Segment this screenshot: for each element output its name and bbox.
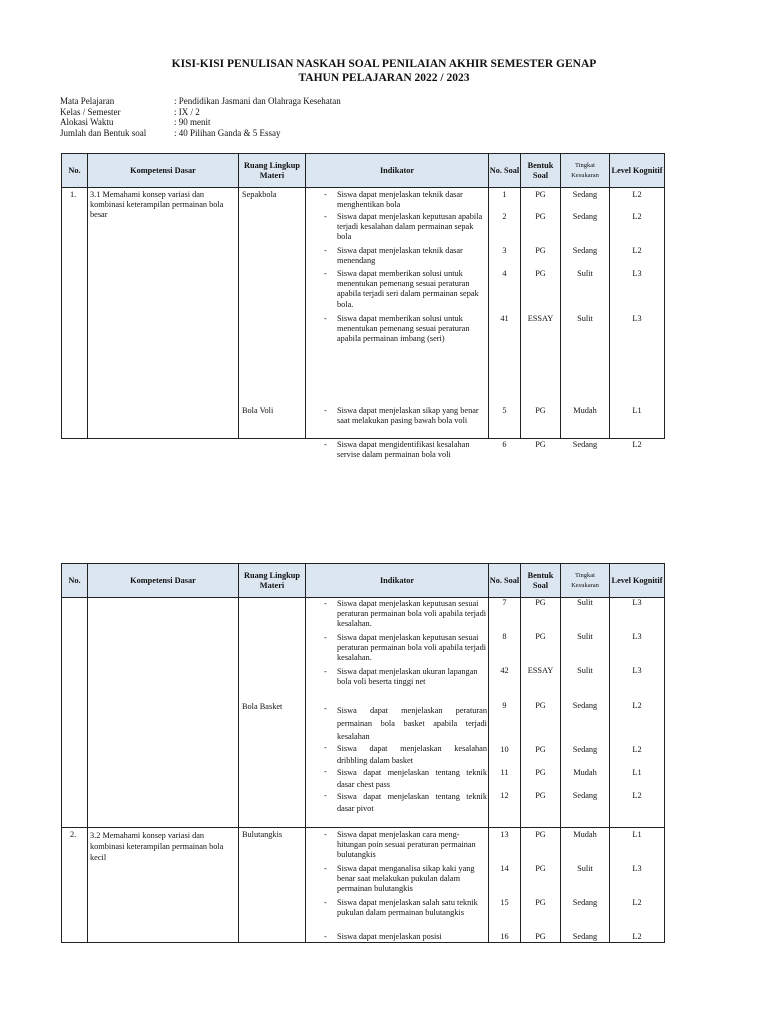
no-soal: 3 (502, 246, 507, 255)
tingkat-kesukaran: Sulit (577, 666, 593, 675)
indikator-text: Siswa dapat menjelaskan posisi (337, 932, 442, 941)
tingkat-kesukaran: Sedang (572, 190, 598, 199)
tingkat-cell (561, 828, 610, 943)
bentuk-soal: PG (535, 830, 546, 839)
meta-row (60, 107, 341, 118)
header-tingkat-kesukaran: Tingkat Kesukaran (561, 154, 610, 188)
bentuk-soal: PG (535, 745, 546, 754)
no-soal: 7 (502, 598, 507, 607)
tingkat-kesukaran: Mudah (573, 768, 597, 777)
indikator-text: Siswa dapat menjelaskan keputusan apabila terjadi kesalahan dalam permainan sepak bola (337, 212, 483, 242)
document-subtitle: TAHUN PELAJARAN 2022 / 2023 (298, 72, 470, 84)
materi-bulutangkis: Bulutangkis (242, 830, 283, 839)
materi-cell (239, 598, 306, 828)
indikator-text: Siswa dapat menjelaskan tentang teknik dasar chest pass (337, 768, 487, 789)
tingkat-kesukaran: Mudah (573, 830, 597, 839)
no-soal: 16 (500, 932, 509, 941)
kisi-table-2 (61, 563, 665, 943)
no-soal: 5 (502, 406, 507, 415)
level-kognitif: L2 (632, 791, 642, 800)
indikator-text: Siswa dapat menjelaskan keputusan sesuai peraturan permainan bola voli apabila terjadi kesalahan. (337, 633, 487, 663)
tingkat-cell (561, 188, 610, 449)
no-soal: 10 (500, 745, 509, 754)
bentuk-soal: PG (535, 932, 546, 941)
document-title: KISI-KISI PENULISAN NASKAH SOAL PENILAIAN AKHIR SEMESTER GENAP (171, 58, 597, 70)
kd-cell (88, 598, 239, 828)
table-row (62, 828, 665, 943)
indikator-text: Siswa dapat memberikan solusi untuk menentukan pemenang sesuai peraturan apabila permainan imbang (seri) (337, 314, 470, 344)
table-row (62, 188, 665, 439)
level-kognitif: L2 (632, 701, 642, 710)
level-kognitif: L2 (632, 440, 642, 449)
no-soal: 15 (500, 898, 509, 907)
indikator-text: Siswa dapat menjelaskan kesalahan dribbling dalam basket (337, 744, 487, 765)
header-tingkat-kesukaran: Tingkat Kesukaran (561, 564, 610, 598)
indikator-text: Siswa dapat menjelaskan keputusan sesuai peraturan permainan bola voli apabila terjadi kesalahan. (337, 599, 487, 629)
bentuk-soal: PG (535, 598, 546, 607)
indikator-text: Siswa dapat menganalisa sikap kaki yang benar saat melakukan pukulan dalam permainan bulutangkis (337, 864, 475, 894)
no-soal: 1 (502, 190, 507, 199)
table-header-row (62, 564, 665, 598)
tingkat-kesukaran: Sulit (577, 314, 593, 323)
header-no-soal: No. Soal (489, 564, 521, 598)
level-cell (610, 828, 665, 943)
bentuk-soal-cell (521, 188, 561, 449)
indikator-cell: - Siswa dapat menjelaskan keputusan sesuai peraturan permainan bola voli apabila terjadi kesalahan. - Siswa dapat menjelaskan keputusan sesuai peraturan permainan bola voli apabila terjadi kesalahan. - Siswa dapat menjelaskan ukuran lapangan bola voli beserta tinggi net - Siswa dapat menjelaskan peraturan permainan bola basket apabila terjadi kesalahan - Siswa dapat menjelaskan kesalahan dribbling dalam basket - Siswa dapat menjelaskan tentang teknik dasar chest pass - Siswa dapat menjelaskan tentang teknik dasar pivot (306, 598, 489, 828)
materi-sepakbola: Sepakbola (242, 190, 277, 199)
bentuk-soal: PG (535, 768, 546, 777)
header-level-kognitif: Level Kognitif (610, 154, 665, 188)
meta-value: : Pendidikan Jasmani dan Olahraga Kesehatan (174, 96, 341, 106)
meta-row (60, 117, 341, 128)
level-kognitif: L1 (632, 830, 642, 839)
no-soal: 41 (500, 314, 509, 323)
no-soal: 13 (500, 830, 509, 839)
tingkat-kesukaran: Sedang (572, 898, 598, 907)
level-kognitif: L3 (632, 632, 642, 641)
tingkat-kesukaran: Sedang (572, 791, 598, 800)
bentuk-soal: PG (535, 406, 546, 415)
kompetensi-dasar-text: 3.1 Memahami konsep variasi dan kombinasi keterampilan permainan bola besar (90, 190, 224, 219)
indikator-text: Siswa dapat menjelaskan teknik dasar menghentikan bola (337, 190, 463, 210)
no-cell (62, 828, 88, 943)
materi-cell (239, 188, 306, 439)
bentuk-soal: PG (535, 269, 546, 278)
level-kognitif: L2 (632, 212, 642, 221)
tingkat-kesukaran: Sulit (577, 864, 593, 873)
kd-cell (88, 828, 239, 943)
level-cell (610, 598, 665, 828)
indikator-text: Siswa dapat menjelaskan cara meng-hitungan poin sesuai peraturan permainan bulutangkis (337, 830, 476, 860)
no-soal-cell (489, 828, 521, 943)
header-indikator: Indikator (306, 154, 489, 188)
no-soal: 42 (500, 666, 509, 675)
tingkat-kesukaran: Sedang (572, 212, 598, 221)
meta-label: Kelas / Semester (60, 106, 121, 117)
tingkat-kesukaran: Sulit (577, 598, 593, 607)
level-kognitif: L3 (632, 269, 642, 278)
header-ruang-lingkup: Ruang Lingkup Materi (239, 154, 306, 188)
no-soal: 11 (500, 768, 509, 777)
bentuk-soal-cell (521, 598, 561, 828)
tingkat-cell (561, 598, 610, 828)
level-kognitif: L3 (632, 864, 642, 873)
bentuk-soal: ESSAY (527, 314, 554, 323)
materi-bola-voli: Bola Voli (242, 406, 274, 415)
tingkat-kesukaran: Sedang (572, 745, 598, 754)
no-soal: 2 (502, 212, 507, 221)
header-kompetensi-dasar: Kompetensi Dasar (88, 154, 239, 188)
kisi-table-1 (61, 153, 665, 460)
level-kognitif: L3 (632, 314, 642, 323)
tingkat-kesukaran: Sulit (577, 269, 593, 278)
tingkat-kesukaran: Sedang (572, 932, 598, 941)
bentuk-soal: ESSAY (527, 666, 554, 675)
level-kognitif: L2 (632, 190, 642, 199)
bentuk-soal: PG (535, 632, 546, 641)
indikator-cell: - Siswa dapat menjelaskan cara meng-hitungan poin sesuai peraturan permainan bulutangkis - Siswa dapat menganalisa sikap kaki yang benar saat melakukan pukulan dalam permainan bulutangkis - Siswa dapat menjelaskan salah satu teknik pukulan dalam permainan bulutangkis - Siswa dapat menjelaskan posisi (306, 828, 489, 943)
indikator-text: Siswa dapat menjelaskan teknik dasar menendang (337, 246, 463, 266)
no-soal: 9 (502, 701, 507, 710)
bentuk-soal: PG (535, 246, 546, 255)
no-soal-cell (489, 598, 521, 828)
kompetensi-dasar-text: 3.2 Memahami konsep variasi dan kombinasi keterampilan permainan bola kecil (90, 831, 224, 862)
no-cell (62, 188, 88, 439)
tingkat-kesukaran: Mudah (573, 406, 597, 415)
no-soal: 6 (502, 440, 507, 449)
no-soal: 8 (502, 632, 507, 641)
meta-row (60, 128, 341, 139)
indikator-text: Siswa dapat menjelaskan ukuran lapangan bola voli beserta tinggi net (337, 667, 478, 687)
level-kognitif: L1 (632, 768, 642, 777)
materi-cell (239, 828, 306, 943)
level-kognitif: L3 (632, 666, 642, 675)
meta-label: Alokasi Waktu (60, 117, 114, 127)
meta-value: : 90 menit (174, 117, 211, 127)
indikator-text: Siswa dapat menjelaskan tentang teknik dasar pivot (337, 792, 487, 813)
level-kognitif: L2 (632, 932, 642, 941)
tingkat-kesukaran: Sedang (572, 440, 598, 449)
indikator-cell: - Siswa dapat menjelaskan teknik dasar menghentikan bola - Siswa dapat menjelaskan keputusan apabila terjadi kesalahan dalam permainan sepak bola - Siswa dapat menjelaskan teknik dasar menendang - Siswa dapat memberikan solusi untuk menentukan pemenang sesuai peraturan apabila terjadi seri dalam permainan sepak bola. - Siswa dapat memberikan solusi untuk menentukan pemenang sesuai peraturan apabila permainan imbang (seri) - Siswa dapat menjelaskan sikap yang benar saat melakukan pasing bawah bola voli - Siswa dapat mengidentifikasi kesalahan servise dalam permainan bola voli (306, 188, 489, 439)
tingkat-kesukaran: Sedang (572, 246, 598, 255)
meta-info (60, 96, 341, 138)
level-kognitif: L3 (632, 598, 642, 607)
meta-value: : 40 Pilihan Ganda & 5 Essay (174, 127, 281, 138)
header-level-kognitif: Level Kognitif (610, 564, 665, 598)
bentuk-soal: PG (535, 864, 546, 873)
bentuk-soal: PG (535, 440, 546, 449)
materi-bola-basket: Bola Basket (242, 702, 283, 711)
header-no: No. (62, 564, 88, 598)
header-no-soal: No. Soal (489, 154, 521, 188)
meta-row (60, 96, 341, 107)
header-kompetensi-dasar: Kompetensi Dasar (88, 564, 239, 598)
level-kognitif: L2 (632, 745, 642, 754)
indikator-text: Siswa dapat menjelaskan salah satu teknik pukulan dalam permainan bulutangkis (337, 898, 478, 918)
no-soal-cell (489, 188, 521, 449)
meta-label: Mata Pelajaran (60, 96, 115, 106)
bentuk-soal: PG (535, 791, 546, 800)
kd-cell (88, 188, 239, 439)
tingkat-kesukaran: Sulit (577, 632, 593, 641)
level-cell (610, 188, 665, 449)
row-number: 2. (70, 830, 77, 839)
header-indikator: Indikator (306, 564, 489, 598)
meta-label: Jumlah dan Bentuk soal (60, 127, 147, 138)
no-soal: 4 (502, 269, 507, 278)
indikator-text: Siswa dapat memberikan solusi untuk menentukan pemenang sesuai peraturan apabila terjadi seri dalam permainan sepak bola. (337, 269, 479, 309)
no-soal: 12 (500, 791, 509, 800)
bentuk-soal: PG (535, 190, 546, 199)
header-ruang-lingkup: Ruang Lingkup Materi (239, 564, 306, 598)
bentuk-soal: PG (535, 212, 546, 221)
row-number: 1. (70, 190, 77, 199)
indikator-text: Siswa dapat menjelaskan peraturan permainan bola basket apabila terjadi kesalahan (337, 706, 487, 741)
bentuk-soal: PG (535, 701, 546, 710)
header-bentuk-soal: Bentuk Soal (521, 564, 561, 598)
indikator-text: Siswa dapat menjelaskan sikap yang benar saat melakukan pasing bawah bola voli (337, 406, 479, 426)
level-kognitif: L2 (632, 898, 642, 907)
header-bentuk-soal: Bentuk Soal (521, 154, 561, 188)
bentuk-soal: PG (535, 898, 546, 907)
meta-value: : IX / 2 (174, 106, 200, 117)
tingkat-kesukaran: Sedang (572, 701, 598, 710)
level-kognitif: L1 (632, 406, 642, 415)
no-cell (62, 598, 88, 828)
header-no: No. (62, 154, 88, 188)
no-soal: 14 (500, 864, 509, 873)
table-header-row (62, 154, 665, 188)
bentuk-soal-cell (521, 828, 561, 943)
table-row (62, 598, 665, 828)
level-kognitif: L2 (632, 246, 642, 255)
indikator-text: Siswa dapat mengidentifikasi kesalahan servise dalam permainan bola voli (337, 440, 470, 460)
